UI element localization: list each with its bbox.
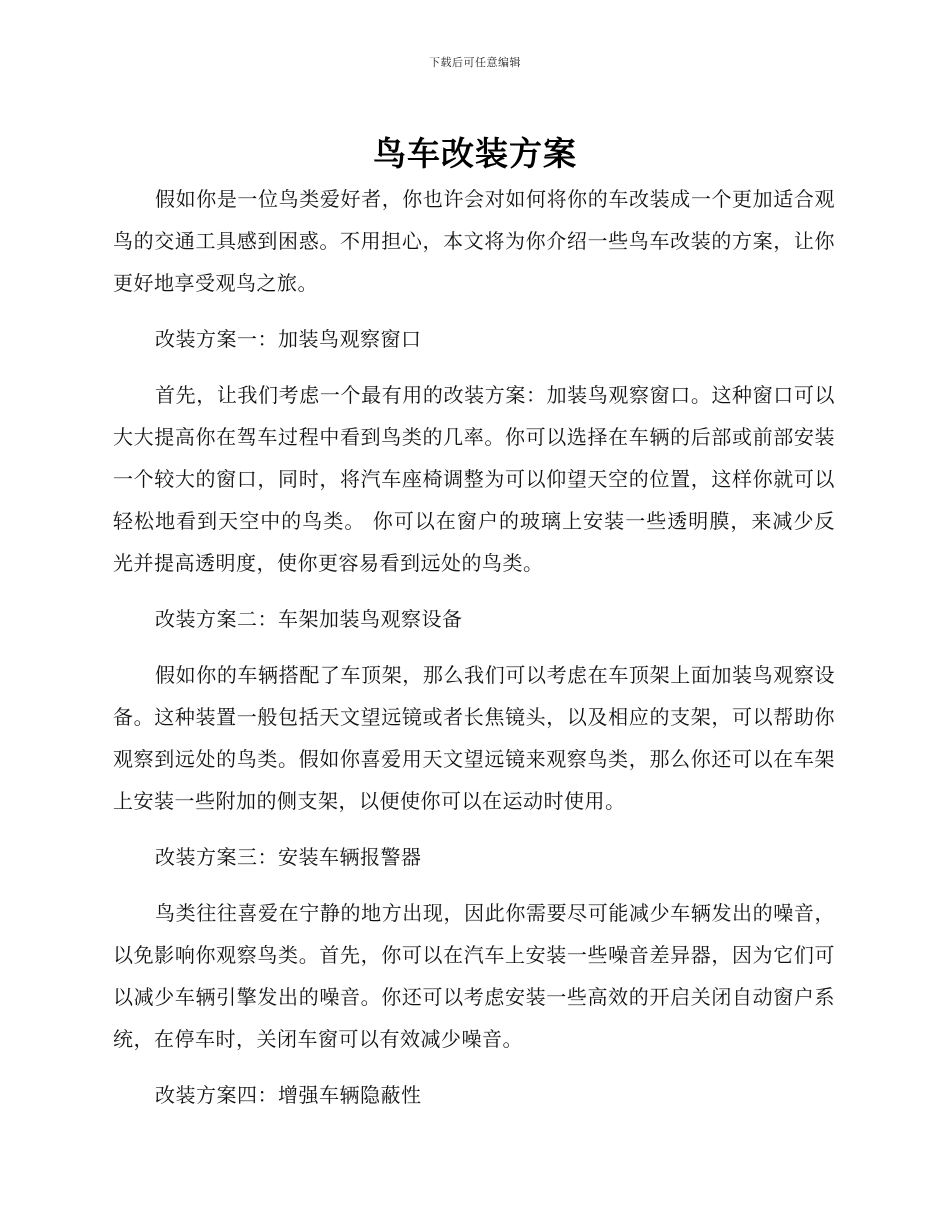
section-heading-2: 改装方案二：车架加装鸟观察设备 [155,607,463,631]
section-paragraph-2: 假如你的车辆搭配了车顶架，那么我们可以考虑在车顶架上面加装鸟观察设备。这种装置一般包括天文望远镜或者长焦镜头，以及相应的支架，可以帮助你观察到远处的鸟类。假如你喜爱用天文望远镜来观察鸟类，那么你还可以在车架上安装一些附加的侧支架，以便使你可以在运动时使用。 [113,663,835,813]
intro-paragraph: 假如你是一位鸟类爱好者，你也许会对如何将你的车改装成一个更加适合观鸟的交通工具感到困惑。不用担心，本文将为你介绍一些鸟车改装的方案，让你更好地享受观鸟之旅。 [113,187,835,295]
document-body [113,178,835,1130]
section-heading-3: 改装方案三：安装车辆报警器 [155,845,422,869]
header-note: 下载后可任意编辑 [429,56,521,69]
section-paragraph-3: 鸟类往往喜爱在宁静的地方出现，因此你需要尽可能减少车辆发出的噪音，以免影响你观察鸟类。首先，你可以在汽车上安装一些噪音差异器，因为它们可以减少车辆引擎发出的噪音。你还可以考虑安装一些高效的开启关闭自动窗户系统，在停车时，关闭车窗可以有效减少噪音。 [113,901,835,1051]
section-heading-1: 改装方案一：加装鸟观察窗口 [155,327,422,351]
section-heading-4: 改装方案四：增强车辆隐蔽性 [155,1083,422,1107]
document-title: 鸟车改装方案 [373,134,577,173]
section-paragraph-1: 首先，让我们考虑一个最有用的改装方案：加装鸟观察窗口。这种窗口可以大大提高你在驾车过程中看到鸟类的几率。你可以选择在车辆的后部或前部安装一个较大的窗口，同时，将汽车座椅调整为可以仰望天空的位置，这样你就可以轻松地看到天空中的鸟类。 你可以在窗户的玻璃上安装一些透明膜，来减少反光并提高透明度，使你更容易看到远处的鸟类。 [113,383,835,575]
